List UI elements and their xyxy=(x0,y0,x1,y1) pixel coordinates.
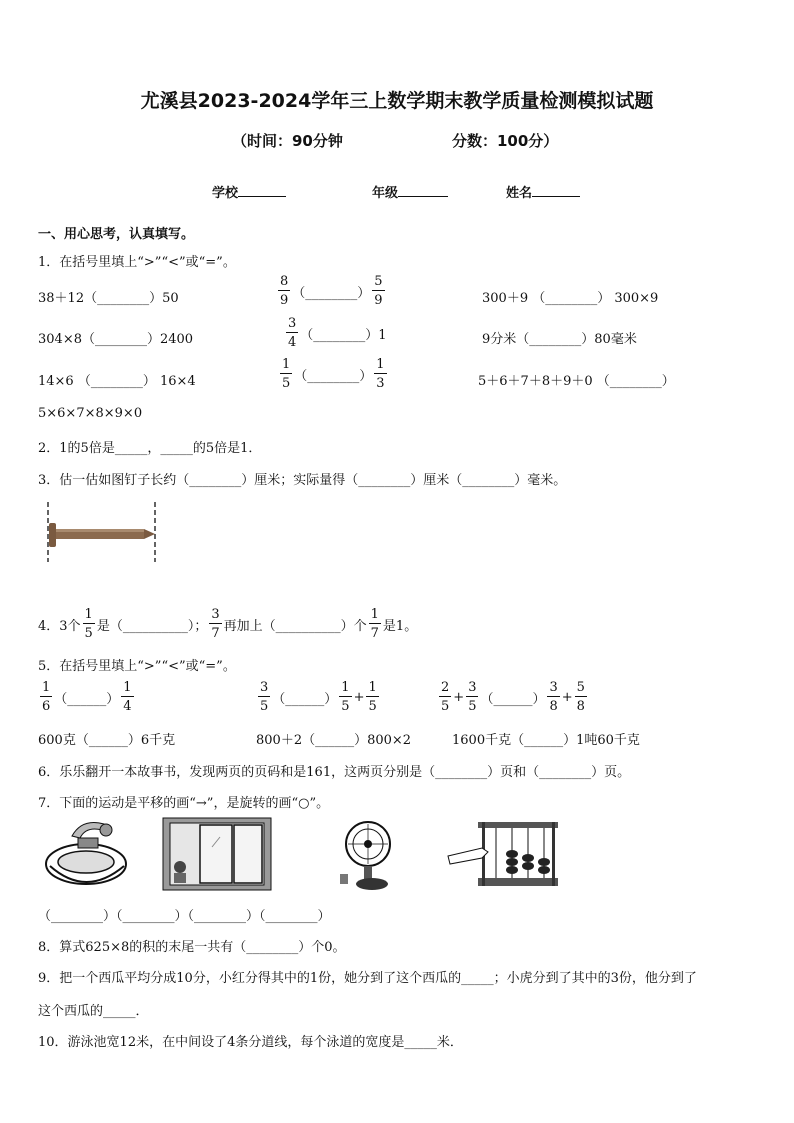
q1-r1c1: 38＋12（________）50 xyxy=(38,291,179,306)
q5-label: 5．在括号里填上“>”“<”或“=”。 xyxy=(38,659,236,674)
q6: 6．乐乐翻开一本故事书，发现两页的页码和是161，这两页分别是（________）页和（________）页。 xyxy=(38,765,631,780)
q5-c2: $\frac{3}{5}$ （______） $\frac{1}{5}$ + $\frac{1}{5}$ xyxy=(260,680,377,714)
score-label: 分数：100分） xyxy=(452,132,559,150)
q9-line2: 这个西瓜的_____． xyxy=(38,1004,149,1019)
grade-field[interactable]: 年级 xyxy=(372,182,448,201)
q10: 10．游泳池宽12米，在中间设了4条分道线，每个泳道的宽度是_____米． xyxy=(38,1035,463,1050)
q7-answers: （________）（________）（________）（________） xyxy=(38,909,331,924)
school-field[interactable]: 学校 xyxy=(212,182,286,201)
window-figure xyxy=(162,817,272,891)
abacus-figure xyxy=(446,818,562,894)
q1-r4c1: 5×6×7×8×9×0 xyxy=(38,406,143,421)
nail-ruler-figure xyxy=(42,498,164,564)
fan-figure xyxy=(336,818,396,892)
q1-label: 1．在括号里填上“>”“<”或“=”。 xyxy=(38,255,236,270)
q1-r1c2: $\frac{8}{9}$ （________） $\frac{5}{9}$ xyxy=(280,274,383,308)
q5-c1: $\frac{1}{6}$ （______） $\frac{1}{4}$ xyxy=(42,680,132,714)
q5-c3: $\frac{2}{5}$ + $\frac{3}{5}$ （______） $\frac{3}{8}$ + $\frac{5}{8}$ xyxy=(441,680,585,714)
q9-line1: 9．把一个西瓜平均分成10分，小红分得其中的1份，她分到了这个西瓜的_____；小虎分到了其中的3份，他分到了 xyxy=(38,971,697,986)
q2: 2．1的5倍是_____，_____的5倍是1． xyxy=(38,441,262,456)
q1-r3c2: $\frac{1}{5}$ （________） $\frac{1}{3}$ xyxy=(282,357,385,391)
section-heading: 一、用心思考，认真填写。 xyxy=(38,227,195,242)
faucet-sink-figure xyxy=(42,816,134,892)
q5-r2c3: 1600千克（______）1吨60千克 xyxy=(452,733,640,748)
q7: 7．下面的运动是平移的画“→”，是旋转的画“○”。 xyxy=(38,796,330,811)
q1-r3c3: 5＋6＋7＋8＋9＋0 （________） xyxy=(478,374,675,389)
q1-r2c1: 304×8（________）2400 xyxy=(38,332,194,347)
q1-r2c2: $\frac{3}{4}$ （________）1 xyxy=(288,316,387,350)
q3: 3．估一估如图钉子长约（________）厘米；实际量得（________）厘米（________）毫米。 xyxy=(38,473,567,488)
page-title: 尤溪县2023-2024学年三上数学期末教学质量检测模拟试题 xyxy=(140,90,654,112)
q1-r3c1: 14×6 （________） 16×4 xyxy=(38,374,196,389)
q8: 8．算式625×8的积的末尾一共有（________）个0。 xyxy=(38,940,346,955)
q1-r2c3: 9分米（________）80毫米 xyxy=(482,332,637,347)
q5-r2c1: 600克（______）6千克 xyxy=(38,733,176,748)
q5-r2c2: 800＋2（______）800×2 xyxy=(256,733,412,748)
q4: 4．3个 $\frac{1}{5}$ 是（__________）； $\frac{3}{7}$ 再加上（__________）个 $\frac{1}{7}$ 是1。 xyxy=(38,607,418,641)
name-field[interactable]: 姓名 xyxy=(506,182,580,201)
q1-r1c3: 300＋9 （________） 300×9 xyxy=(482,291,659,306)
time-label: （时间：90分钟 xyxy=(232,132,343,150)
